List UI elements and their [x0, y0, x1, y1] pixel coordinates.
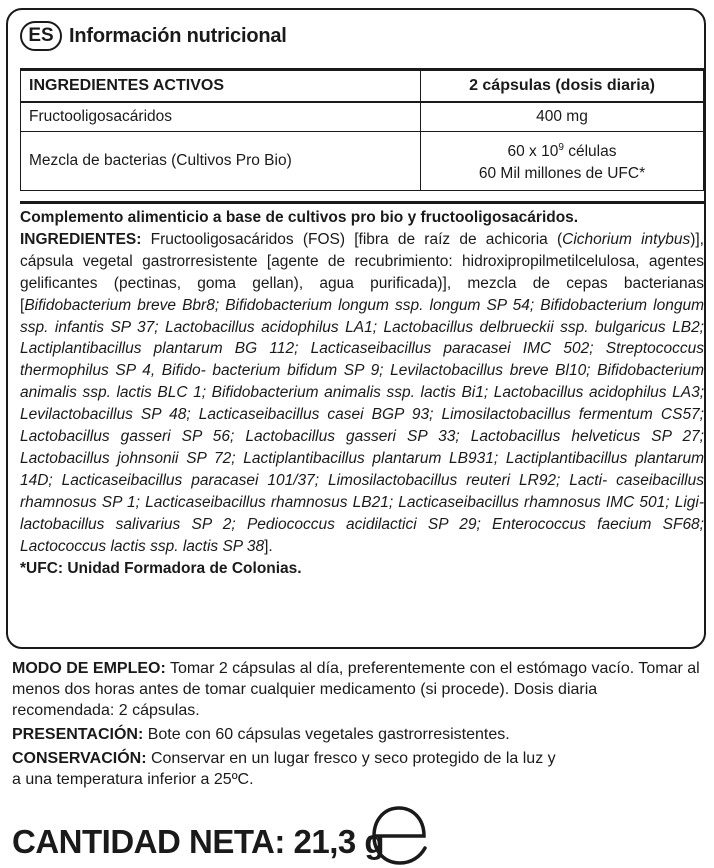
presentation-paragraph: PRESENTACIÓN: Bote con 60 cápsulas vegetales gastrorresistentes. [12, 726, 510, 743]
panel-title: Información nutricional [69, 24, 287, 47]
table-header-row [21, 70, 704, 103]
product-summary: Complemento alimenticio a base de cultivos pro bio y fructooligosacáridos. [20, 209, 579, 226]
ingredient-value-line2: 60 Mil millones de UFC* [478, 165, 646, 183]
e-mark-icon [366, 800, 434, 868]
net-quantity: CANTIDAD NETA: 21,3 g [12, 823, 385, 860]
ingredient-value [421, 132, 704, 191]
ingredient-value-line1: 60 x $10^9$ células [507, 141, 617, 161]
conservation-paragraph: CONSERVACIÓN: Conservar en un lugar fresco y seco protegido de la luz y a una temperatura inferior a 25ºC. [12, 750, 556, 788]
nutrition-info-panel [6, 8, 706, 649]
table-row [21, 132, 704, 191]
ingredient-name: Fructooligosacáridos [21, 102, 421, 132]
ingredients-label: INGREDIENTES: [20, 230, 142, 248]
ingredient-value: 400 mg [421, 102, 704, 132]
table-row [21, 102, 704, 132]
panel-header [20, 18, 287, 54]
nutrition-table [20, 68, 704, 191]
ingredient-name: Mezcla de bacterias (Cultivos Pro Bio) [21, 132, 421, 191]
description-section [20, 207, 704, 579]
ufc-footnote: *UFC: Unidad Formadora de Colonias. [20, 559, 302, 577]
section-divider [20, 201, 704, 204]
column-header-ingredients: INGREDIENTES ACTIVOS [21, 70, 421, 103]
language-badge: ES [20, 21, 62, 51]
column-header-dose: 2 cápsulas (dosis diaria) [421, 70, 704, 103]
usage-section [12, 658, 702, 793]
usage-paragraph: MODO DE EMPLEO: Tomar 2 cápsulas al día, preferentemente con el estómago vacío. Tomar al menos dos horas antes de tomar cualquier medicamento (si procede). Dosis diaria recomendada: 2 cápsulas. [12, 660, 700, 719]
ingredients-paragraph: INGREDIENTES: Fructooligosacáridos (FOS) [fibra de raíz de achicoria (Cichorium intybus)], cápsula vegetal gastrorresistente [agente de recubrimiento: hidroxipropilmetilcelulosa, agentes gelificantes (pectinas, goma gellan), agua purificada)], mezcla de cepas bacterianas [Bifidobacterium breve Bbr8; Bifidobacterium longum ssp. longum SP 54; Bifidobacterium longum ssp. infantis SP 37; Lactobacillus acidophilus LA1; Lactobacillus delbrueckii ssp. bulgaricus LB2; Lactiplantibacillus plantarum BG 112; Lacticaseibacillus paracasei IMC 502; Streptococcus thermophilus SP 4, Bifido- bacterium bifidum SP 9; Levilactobacillus breve Bl10; Bifidobacterium animalis ssp. lactis BLC 1; Bifidobacterium animalis ssp. lactis Bi1; Lactobacillus acidophilus LA3; Levilactobacillus SP 48; Lacticaseibacillus casei BGP 93; Limosilactobacillus fermentum CS57; Lactobacillus gasseri SP 56; Lactobacillus gasseri SP 33; Lactobacillus helveticus SP 27; Lactobacillus johnsonii SP 72; Lactiplantibacillus plantarum LB931; Lactiplantibacillus plantarum 14D; Lacticaseibacillus paracasei 101/37; Limosilactobacillus reuteri LR92; Lacti- caseibacillus rhamnosus SP 1; Lacticaseibacillus rhamnosus LB21; Lacticaseibacillus rhamnosus IMC 501; Ligi- lactobacillus salivarius SP 2; Pediococcus acidilactici SP 29; Enterococcus faecium SF68; Lactococcus lactis ssp. lactis SP 38]. [20, 230, 704, 555]
